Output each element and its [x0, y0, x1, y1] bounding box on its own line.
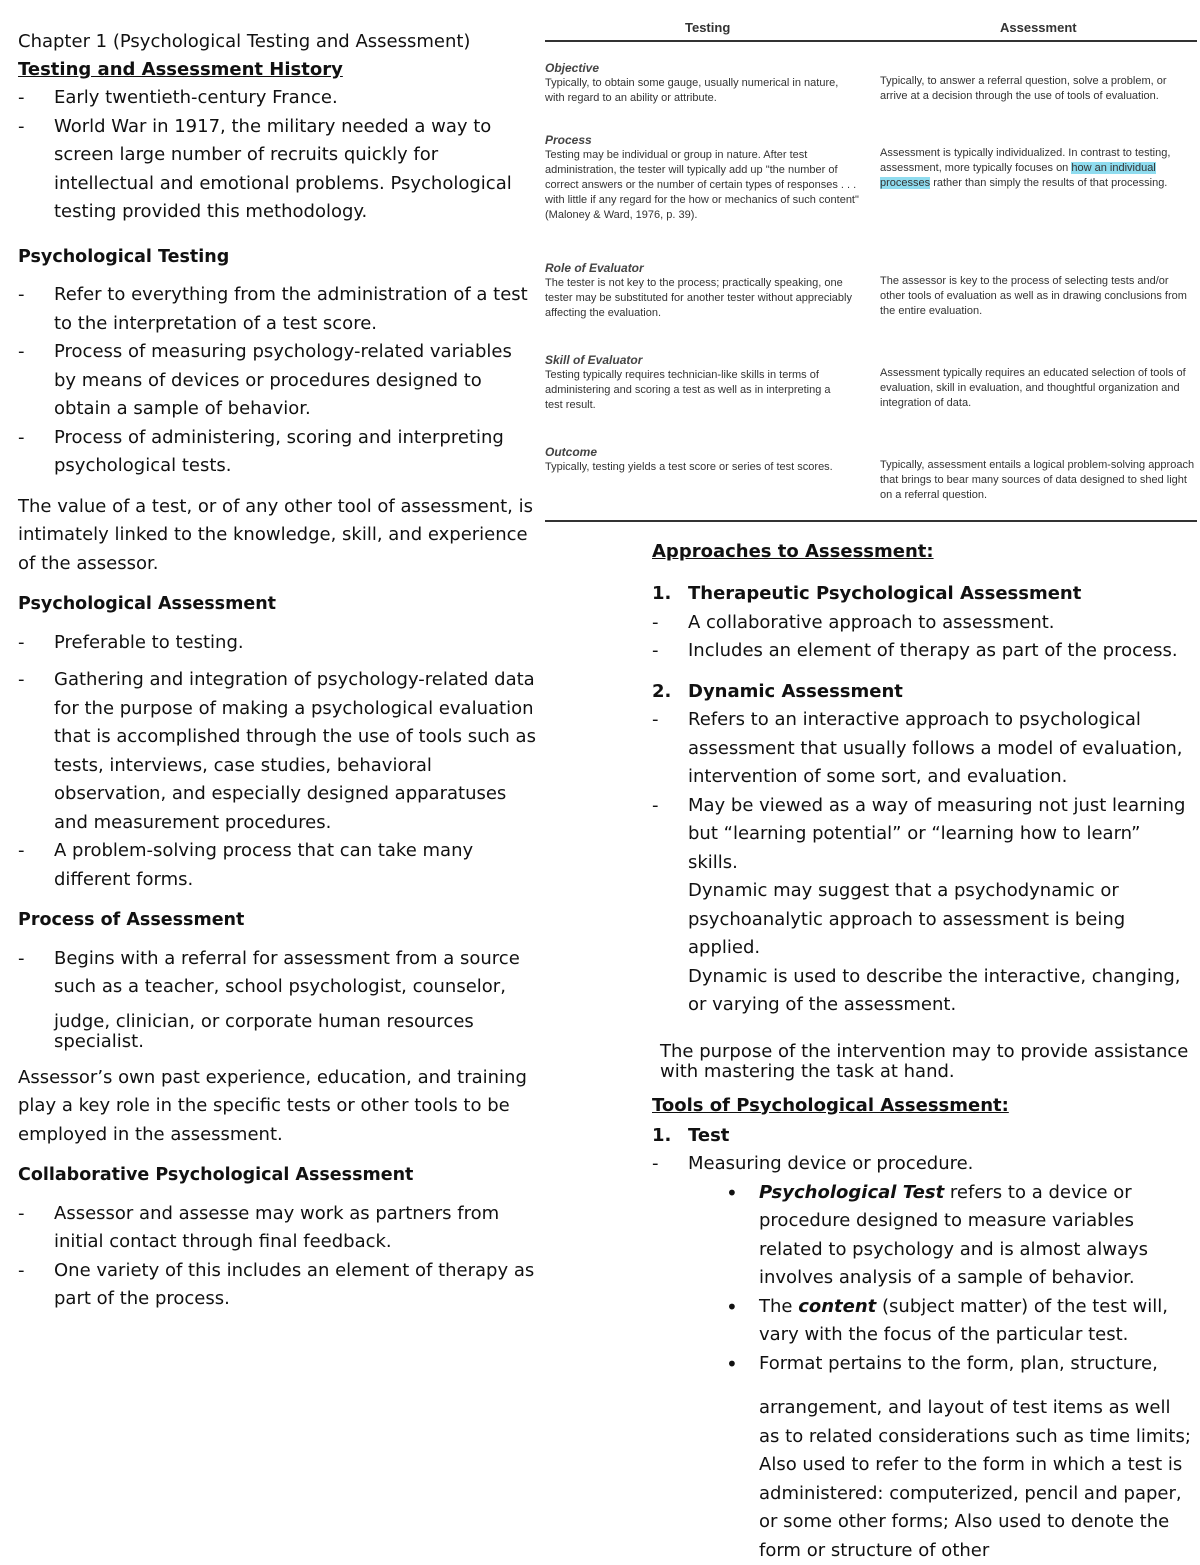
bullet-text: Format pertains to the form, plan, structure, — [759, 1353, 1158, 1374]
bullet-text-continued: arrangement, and layout of test items as well as to related considerations such as time limits; Also used to refer to the form in which a test is administered: computerized, pencil and paper, or some other forms; Also used to denote the form or structure of other — [759, 1394, 1192, 1565]
assessment-heading: Psychological Assessment — [18, 590, 538, 619]
table-col-testing: Testing — [685, 14, 730, 43]
testing-list — [18, 281, 538, 481]
list-item: - Early twentieth-century France. — [18, 84, 538, 113]
testing-heading: Psychological Testing — [18, 243, 538, 272]
bullet-item — [759, 1293, 1192, 1350]
testing-vs-assessment-table — [545, 8, 1197, 526]
item-title: Test — [688, 1125, 729, 1146]
history-list — [18, 84, 538, 227]
list-item: - World War in 1917, the military needed a way to screen large number of recruits quickly for intellectual and emotional problems. Psychological testing provided this methodology. — [18, 113, 538, 227]
test-heading — [652, 1122, 1192, 1151]
experience-paragraph: Assessor’s own past experience, education, and training play a key role in the specific tests or other tools to be employed in the assessment. — [18, 1064, 538, 1150]
table-cell-text: rather than simply the results of that processing. — [930, 177, 1167, 189]
list-item: - Assessor and assesse may work as partners from initial contact through final feedback. — [18, 1200, 538, 1257]
term: content — [798, 1296, 876, 1317]
bullet-text: refers to a device or procedure designed to measure variables related to psychology and is almost always involves analysis of a sample of behavior. — [759, 1182, 1148, 1289]
dynamic-note: Dynamic is used to describe the interactive, changing, or varying of the assessment. — [652, 963, 1192, 1020]
bullet-item — [759, 1350, 1192, 1565]
table-bottom-rule — [545, 520, 1197, 522]
left-column — [18, 28, 538, 1314]
list-item: - One variety of this includes an element of therapy as part of the process. — [18, 1257, 538, 1314]
highlighted-text: how an individual — [1071, 162, 1155, 174]
table-cell — [880, 146, 1190, 191]
list-item: - May be viewed as a way of measuring not just learning but “learning potential” or “learning how to learn” skills. — [652, 792, 1192, 878]
list-item: - Refer to everything from the administration of a test to the interpretation of a test score. — [18, 281, 538, 338]
dynamic-note: Dynamic may suggest that a psychodynamic or psychoanalytic approach to assessment is being applied. — [652, 877, 1192, 963]
table-top-rule — [545, 40, 1197, 42]
table-row-label: Objective — [545, 54, 599, 83]
table-row-label: Outcome — [545, 438, 597, 467]
history-heading: Testing and Assessment History — [18, 56, 538, 84]
process-list — [18, 945, 538, 1052]
therapeutic-heading — [652, 580, 1192, 609]
collab-list — [18, 1200, 538, 1314]
purpose-text: The purpose of the intervention may to provide assistance with mastering the task at hand. — [652, 1042, 1192, 1082]
item-title: Dynamic Assessment — [688, 681, 903, 702]
item-number: 2. — [652, 678, 671, 707]
item-number: 1. — [652, 1122, 671, 1151]
therapeutic-list — [652, 609, 1192, 666]
list-item: - Process of administering, scoring and interpreting psychological tests. — [18, 424, 538, 481]
assessment-list — [18, 629, 538, 895]
item-number: 1. — [652, 580, 671, 609]
process-item-text: Begins with a referral for assessment from a source such as a teacher, school psychologist, counselor, — [54, 948, 520, 998]
list-item: - A problem-solving process that can take many different forms. — [18, 837, 538, 894]
list-item — [18, 945, 538, 1052]
process-heading: Process of Assessment — [18, 906, 538, 935]
list-item: - Refers to an interactive approach to psychological assessment that usually follows a model of evaluation, intervention of some sort, and evaluation. — [652, 706, 1192, 792]
term: Psychological Test — [759, 1182, 944, 1203]
tools-heading: Tools of Psychological Assessment: — [652, 1092, 1192, 1120]
list-item: - Includes an element of therapy as part of the process. — [652, 637, 1192, 666]
list-item: - Gathering and integration of psychology-related data for the purpose of making a psychological evaluation that is accomplished through the use of tools such as tests, interviews, case studies, behavioral observation, and especially designed apparatuses and measurement procedures. — [18, 666, 538, 837]
table-cell: Assessment typically requires an educated selection of tools of evaluation, skill in evaluation, and thoughtful organization and integration of data. — [880, 366, 1192, 411]
process-item-continued: judge, clinician, or corporate human resources specialist. — [54, 1012, 538, 1052]
table-cell: Typically, testing yields a test score or series of test scores. — [545, 460, 845, 475]
table-col-assessment: Assessment — [1000, 14, 1077, 43]
bullet-text: The — [759, 1296, 798, 1317]
list-item: - Preferable to testing. — [18, 629, 538, 658]
table-cell: Testing may be individual or group in nature. After test administration, the tester will typically add up "the number of correct answers or the number of certain types of responses . . . with little if any regard for the how or mechanics of such content" (Maloney & Ward, 1976, p. 39). — [545, 148, 860, 223]
list-item: - Measuring device or procedure. — [652, 1150, 1192, 1179]
bullet-item — [759, 1179, 1192, 1293]
table-cell: Typically, assessment entails a logical problem-solving approach that brings to bear many sources of data designed to shed light on a referral question. — [880, 458, 1195, 503]
table-cell: The assessor is key to the process of selecting tests and/or other tools of evaluation as well as in drawing conclusions from the entire evaluation. — [880, 274, 1192, 319]
list-item: - A collaborative approach to assessment. — [652, 609, 1192, 638]
dynamic-list — [652, 706, 1192, 877]
value-paragraph: The value of a test, or of any other tool of assessment, is intimately linked to the knowledge, skill, and experience of the assessor. — [18, 493, 538, 579]
test-bullets — [652, 1179, 1192, 1565]
highlighted-text: processes — [880, 177, 930, 189]
table-row-label: Process — [545, 126, 592, 155]
item-title: Therapeutic Psychological Assessment — [688, 583, 1081, 604]
table-cell: The tester is not key to the process; practically speaking, one tester may be substituted for another tester without appreciably affecting the evaluation. — [545, 276, 863, 321]
test-list — [652, 1150, 1192, 1179]
table-cell: Testing typically requires technician-like skills in terms of administering and scoring a test as well as in interpreting a test result. — [545, 368, 845, 413]
right-column — [652, 538, 1192, 1565]
chapter-title: Chapter 1 (Psychological Testing and Assessment) — [18, 28, 538, 56]
collab-heading: Collaborative Psychological Assessment — [18, 1161, 538, 1190]
table-row-label: Role of Evaluator — [545, 254, 644, 283]
table-row-label: Skill of Evaluator — [545, 346, 642, 375]
list-item: - Process of measuring psychology-related variables by means of devices or procedures designed to obtain a sample of behavior. — [18, 338, 538, 424]
bullet-text: (subject matter) of the test will, vary with the focus of the particular test. — [759, 1296, 1168, 1346]
approaches-heading: Approaches to Assessment: — [652, 538, 1192, 566]
table-cell: Typically, to obtain some gauge, usually numerical in nature, with regard to an ability or attribute. — [545, 76, 860, 106]
table-cell-text: Assessment is typically individualized. In contrast to testing, assessment, more typically focuses on — [880, 147, 1170, 174]
table-cell: Typically, to answer a referral question, solve a problem, or arrive at a decision through the use of tools of evaluation. — [880, 74, 1190, 104]
dynamic-heading — [652, 678, 1192, 707]
